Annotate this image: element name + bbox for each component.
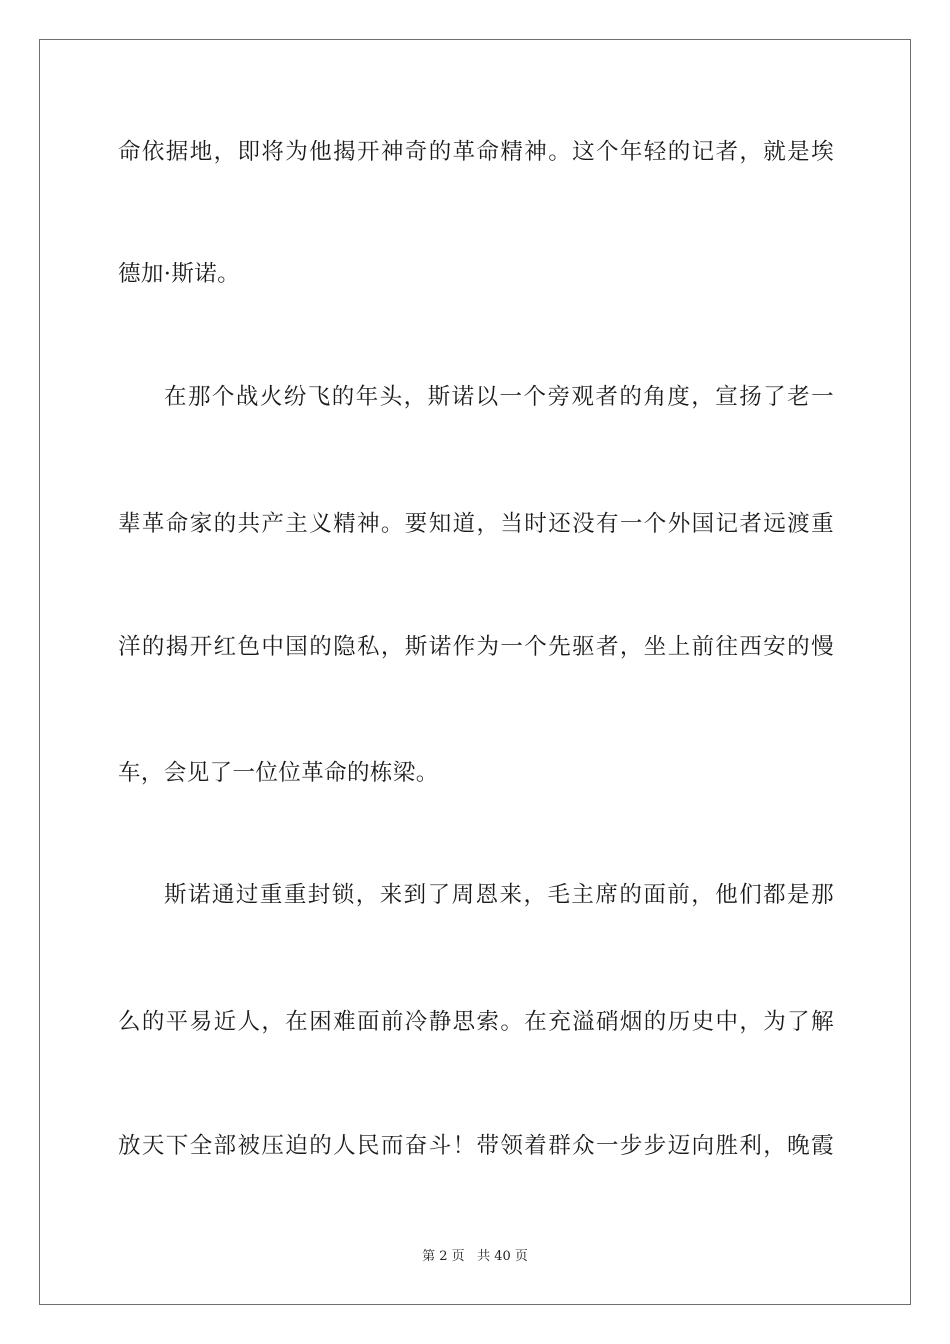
- page-border: [39, 39, 911, 1305]
- body-text-line-9: 放天下全部被压迫的人民而奋斗！带领着群众一步步迈向胜利，晚霞: [118, 1133, 834, 1159]
- body-text-line-4: 辈革命家的共产主义精神。要知道，当时还没有一个外国记者远渡重: [118, 511, 834, 537]
- body-text-line-7: 斯诺通过重重封锁，来到了周恩来，毛主席的面前，他们都是那: [164, 882, 834, 908]
- body-text-line-1: 命依据地，即将为他揭开神奇的革命精神。这个年轻的记者，就是埃: [118, 139, 834, 165]
- body-text-line-5: 洋的揭开红色中国的隐私，斯诺作为一个先驱者，坐上前往西安的慢: [118, 634, 834, 660]
- page-number: 第 2 页: [422, 1249, 465, 1264]
- total-pages: 共 40 页: [477, 1249, 528, 1264]
- body-text-line-8: 么的平易近人，在困难面前冷静思索。在充溢硝烟的历史中，为了解: [118, 1009, 834, 1035]
- body-text-line-6: 车，会见了一位位革命的栋梁。: [118, 760, 439, 786]
- body-text-line-2: 德加·斯诺。: [118, 261, 241, 287]
- page-footer: [0, 1248, 950, 1266]
- body-text-line-3: 在那个战火纷飞的年头，斯诺以一个旁观者的角度，宣扬了老一: [164, 384, 834, 410]
